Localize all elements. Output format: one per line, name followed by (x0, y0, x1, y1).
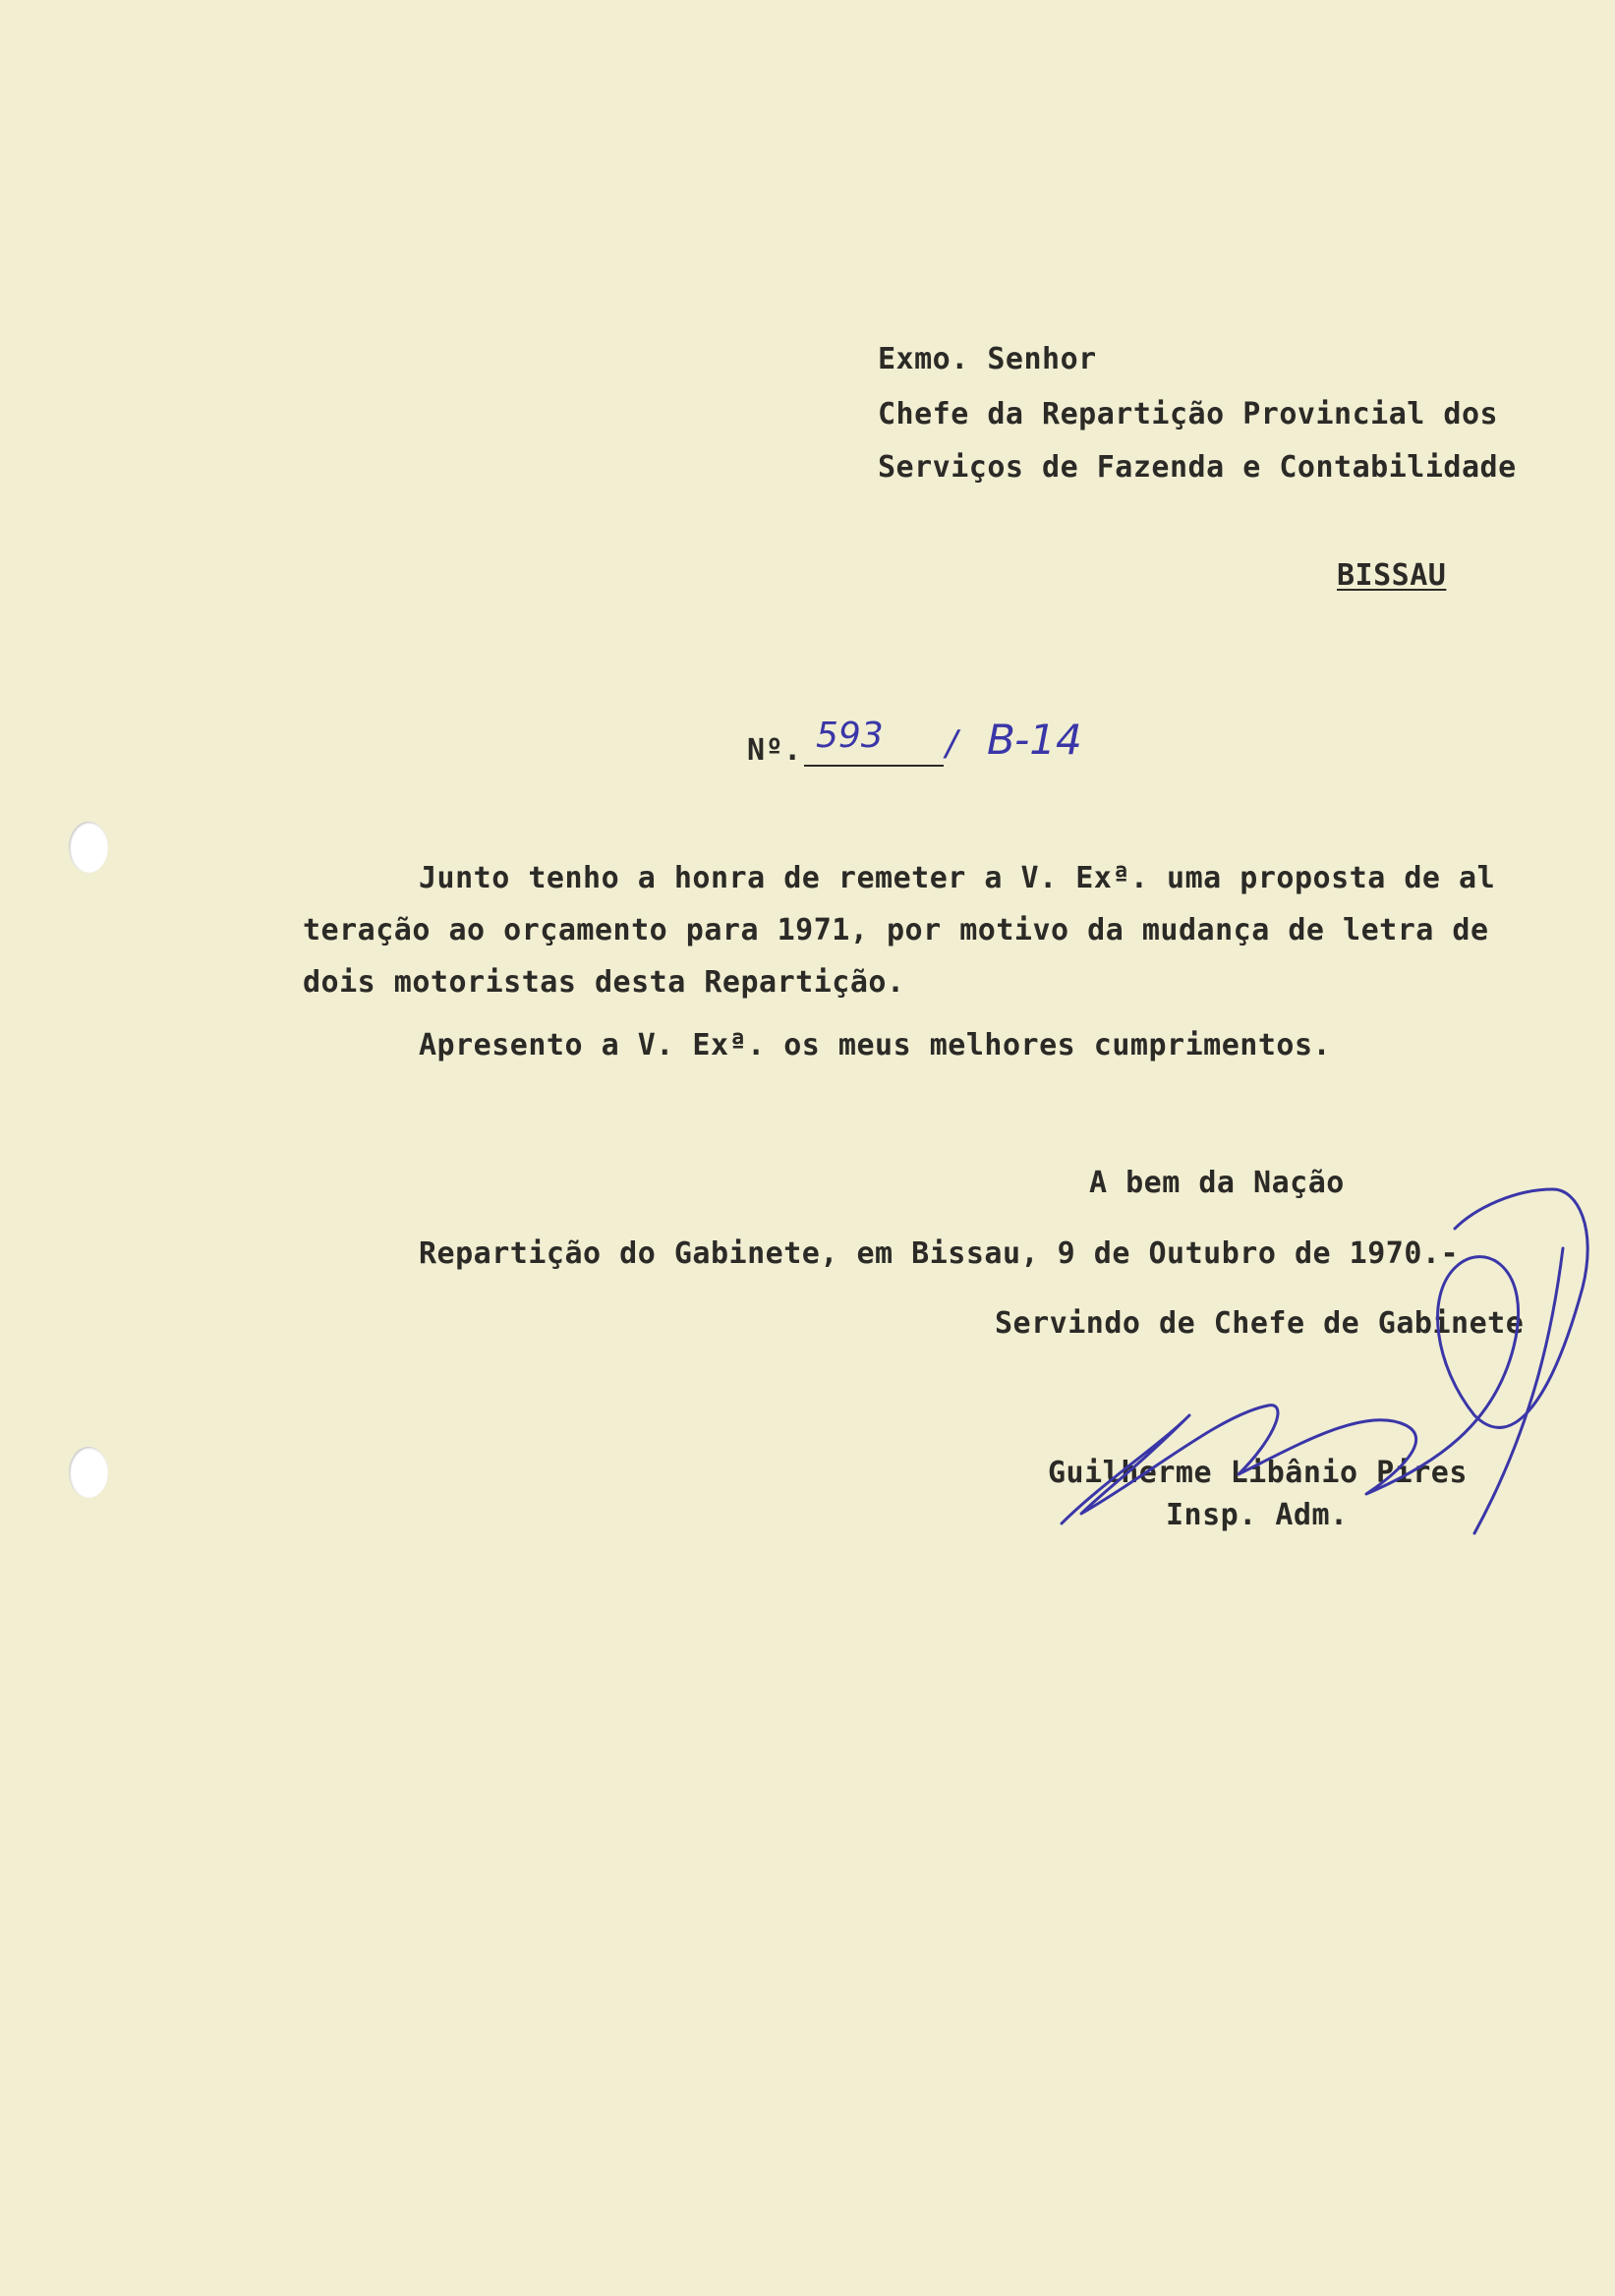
punch-hole-top (69, 822, 108, 873)
reference-number: 593 (816, 716, 884, 756)
handwritten-signature (1042, 1170, 1592, 1543)
addressee-line-1: Chefe da Repartição Provincial dos (878, 397, 1499, 431)
body-paragraph-1-line-2: teração ao orçamento para 1971, por motivo da mudança de letra de (303, 913, 1489, 947)
addressee-salutation: Exmo. Senhor (878, 342, 1097, 376)
signatory-title: Insp. Adm. (1166, 1498, 1349, 1532)
punch-hole-bottom (69, 1447, 108, 1498)
reference-number-underline (804, 765, 944, 767)
closing-place-date: Repartição do Gabinete, em Bissau, 9 de Outubro de 1970.- (419, 1236, 1460, 1271)
closing-motto: A bem da Nação (1089, 1166, 1345, 1200)
signatory-name: Guilherme Libânio Pires (1048, 1456, 1468, 1490)
body-paragraph-1-line-3: dois motoristas desta Repartição. (303, 965, 905, 1000)
closing-role: Servindo de Chefe de Gabinete (995, 1306, 1525, 1341)
addressee-city: BISSAU (1337, 558, 1447, 593)
body-paragraph-1-line-1: Junto tenho a honra de remeter a V. Exª. uma proposta de al (419, 861, 1496, 895)
addressee-line-2: Serviços de Fazenda e Contabilidade (878, 450, 1517, 485)
reference-code: B-14 (987, 716, 1082, 764)
reference-separator: / (946, 723, 958, 764)
body-paragraph-2: Apresento a V. Exª. os meus melhores cumprimentos. (419, 1028, 1332, 1062)
reference-label: Nº. (747, 733, 802, 768)
